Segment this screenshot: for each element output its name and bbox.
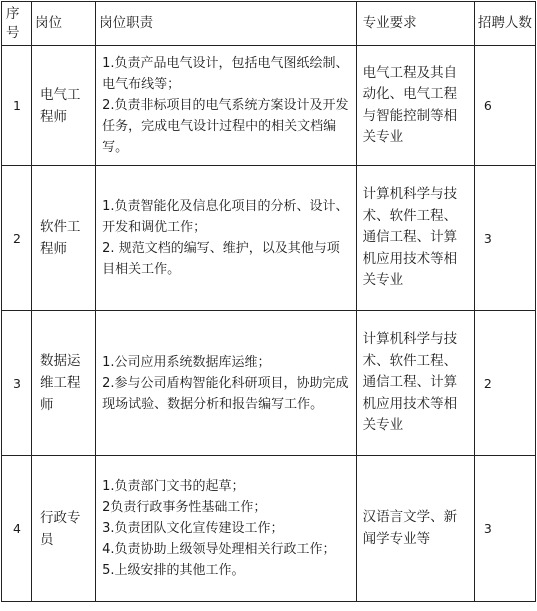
duty-line: 4.负责协助上级领导处理相关行政工作； [102, 542, 336, 557]
duty-line: 1.负责产品电气设计，包括电气图纸绘制、电气布线等； [102, 56, 349, 92]
duty-line: 2. 规范文档的编写、维护，以及其他与项目相关工作。 [102, 241, 340, 277]
duty-line: 1.负责智能化及信息化项目的分析、设计、开发和调优工作； [102, 199, 349, 235]
row-no: 2 [2, 166, 32, 311]
header-no: 序号 [2, 2, 32, 46]
header-row [2, 2, 536, 46]
duty-line: 2.参与公司盾构智能化科研项目，协助完成现场试验、数据分析和报告编写工作。 [102, 375, 349, 412]
row-duties [96, 311, 356, 456]
row-duties [96, 46, 356, 166]
row-duties [96, 166, 356, 311]
row-position: 电气工程师 [32, 46, 96, 166]
row-no: 4 [2, 456, 32, 602]
duty-line: 3.负责团队文化宣传建设工作； [102, 521, 284, 536]
duty-line: 1.公司应用系统数据库运维； [102, 354, 271, 370]
duty-line: 2.负责非标项目的电气系统方案设计及开发任务，完成电气设计过程中的相关文档编写。 [102, 98, 349, 155]
recruitment-table [1, 1, 536, 602]
row-count: 6 [474, 46, 535, 166]
header-count: 招聘人数 [474, 2, 535, 46]
table-row [2, 311, 536, 456]
row-count: 3 [474, 166, 535, 311]
duty-line: 5.上级安排的其他工作。 [102, 563, 245, 578]
row-duties [96, 456, 356, 602]
duty-line: 2负责行政事务性基础工作； [102, 500, 267, 515]
row-position: 软件工程师 [32, 166, 96, 311]
header-duties: 岗位职责 [96, 2, 356, 46]
row-count: 2 [474, 311, 535, 456]
row-no: 1 [2, 46, 32, 166]
row-requirements: 汉语言文学、新闻学专业等 [356, 456, 474, 602]
header-position: 岗位 [32, 2, 96, 46]
table-row [2, 456, 536, 602]
row-no: 3 [2, 311, 32, 456]
row-requirements: 计算机科学与技术、软件工程、通信工程、计算机应用技术等相关专业 [356, 166, 474, 311]
row-position: 行政专员 [32, 456, 96, 602]
table-row [2, 166, 536, 311]
duty-line: 1.负责部门文书的起草； [102, 479, 245, 494]
row-requirements: 电气工程及其自动化、电气工程与智能控制等相关专业 [356, 46, 474, 166]
row-position: 数据运维工程师 [32, 311, 96, 456]
header-requirements: 专业要求 [356, 2, 474, 46]
row-count: 3 [474, 456, 535, 602]
table-row [2, 46, 536, 166]
row-requirements: 计算机科学与技术、软件工程、通信工程、计算机应用技术等相关专业 [356, 311, 474, 456]
